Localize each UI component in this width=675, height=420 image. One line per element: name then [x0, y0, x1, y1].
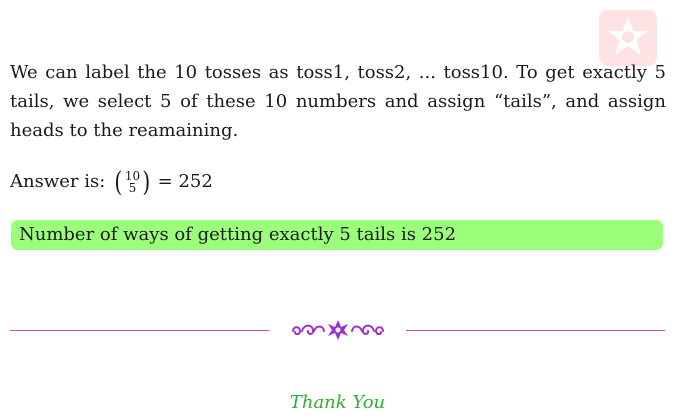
explanation-paragraph: We can label the 10 tosses as toss1, toss2, ... toss10. To get exactly 5 tails, we select 5 of these 10 numbers and assign “tails”, and assign heads to the reamaining.	[10, 62, 666, 141]
binomial-bottom: 5	[128, 181, 137, 195]
divider-right	[406, 330, 665, 331]
answer-label: Answer is:	[10, 171, 106, 192]
thank-you-text: Thank You	[289, 392, 386, 413]
result-highlight-box: Number of ways of getting exactly 5 tails is 252	[11, 220, 663, 250]
answer-line	[10, 167, 213, 197]
binomial-stack	[125, 170, 140, 194]
answer-value: = 252	[157, 171, 213, 192]
right-paren: )	[142, 166, 151, 198]
floral-ornament-icon	[290, 319, 386, 341]
left-paren: (	[114, 166, 123, 198]
divider-left	[10, 330, 269, 331]
binomial-coefficient	[113, 166, 151, 198]
binomial-top: 10	[124, 169, 141, 183]
